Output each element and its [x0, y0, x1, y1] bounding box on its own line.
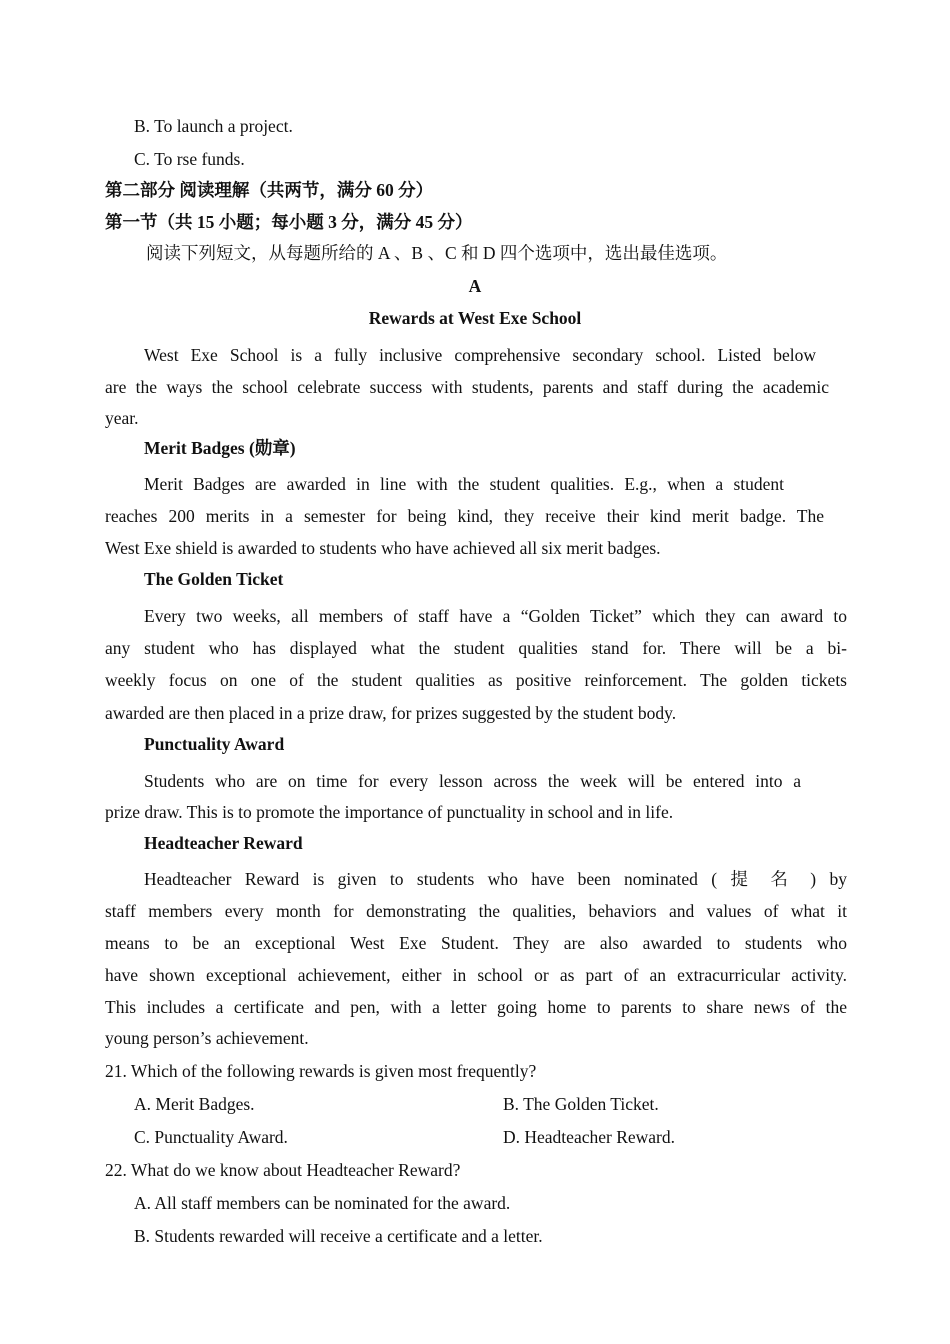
merit-line-2: reaches 200 merits in a semester for being kind, they receive their kind merit badge. The	[105, 506, 824, 526]
punctuality-line-2: prize draw. This is to promote the importance of punctuality in school and in life.	[105, 802, 674, 822]
q21-option-a: A. Merit Badges.	[134, 1094, 255, 1114]
golden-line-2: any student who has displayed what the student qualities stand for. There will be a bi-	[105, 638, 847, 658]
passage-title: Rewards at West Exe School	[368, 308, 582, 328]
headteacher-heading: Headteacher Reward	[144, 833, 303, 853]
q21-option-c: C. Punctuality Award.	[134, 1127, 288, 1147]
intro-line-3: year.	[105, 408, 139, 428]
headteacher-line-6: young person’s achievement.	[105, 1028, 309, 1048]
passage-letter: A	[468, 276, 482, 296]
intro-line-2: are the ways the school celebrate success with students, parents and staff during the academic	[105, 377, 829, 397]
merit-heading: Merit Badges (勋章)	[144, 438, 296, 458]
headteacher-line-5: This includes a certificate and pen, with a letter going home to parents to share news of the	[105, 997, 847, 1017]
punctuality-heading: Punctuality Award	[144, 734, 285, 754]
option-c-prev: C. To rse funds.	[134, 149, 245, 169]
section1-heading: 第一节（共 15 小题；每小题 3 分，满分 45 分）	[105, 212, 473, 232]
headteacher-line-3: means to be an exceptional West Exe Student. They are also awarded to students who	[105, 933, 847, 953]
headteacher-line-4: have shown exceptional achievement, either in school or as part of an extracurricular activity.	[105, 965, 847, 985]
headteacher-line-1: Headteacher Reward is given to students who have been nominated ( 提 名 ) by	[144, 869, 847, 889]
q22-stem: 22. What do we know about Headteacher Reward?	[105, 1160, 461, 1180]
golden-heading: The Golden Ticket	[144, 569, 284, 589]
q21-option-b: B. The Golden Ticket.	[503, 1094, 659, 1114]
q21-stem: 21. Which of the following rewards is given most frequently?	[105, 1061, 537, 1081]
headteacher-line-2: staff members every month for demonstrating the qualities, behaviors and values of what it	[105, 901, 847, 921]
q22-option-b: B. Students rewarded will receive a certificate and a letter.	[134, 1226, 543, 1246]
option-b-prev: B. To launch a project.	[134, 116, 293, 136]
golden-line-4: awarded are then placed in a prize draw, for prizes suggested by the student body.	[105, 703, 677, 723]
merit-line-3: West Exe shield is awarded to students who have achieved all six merit badges.	[105, 538, 661, 558]
q21-option-d: D. Headteacher Reward.	[503, 1127, 675, 1147]
q22-option-a: A. All staff members can be nominated for the award.	[134, 1193, 511, 1213]
golden-line-3: weekly focus on one of the student qualities as positive reinforcement. The golden tickets	[105, 670, 847, 690]
golden-line-1: Every two weeks, all members of staff have a “Golden Ticket” which they can award to	[144, 606, 847, 626]
intro-line-1: West Exe School is a fully inclusive comprehensive secondary school. Listed below	[144, 345, 816, 365]
punctuality-line-1: Students who are on time for every lesson across the week will be entered into a	[144, 771, 801, 791]
merit-line-1: Merit Badges are awarded in line with the student qualities. E.g., when a student	[144, 474, 784, 494]
instruction: 阅读下列短文，从每题所给的 A 、B 、C 和 D 四个选项中，选出最佳选项。	[146, 243, 728, 263]
part2-heading: 第二部分 阅读理解（共两节，满分 60 分）	[105, 180, 434, 200]
